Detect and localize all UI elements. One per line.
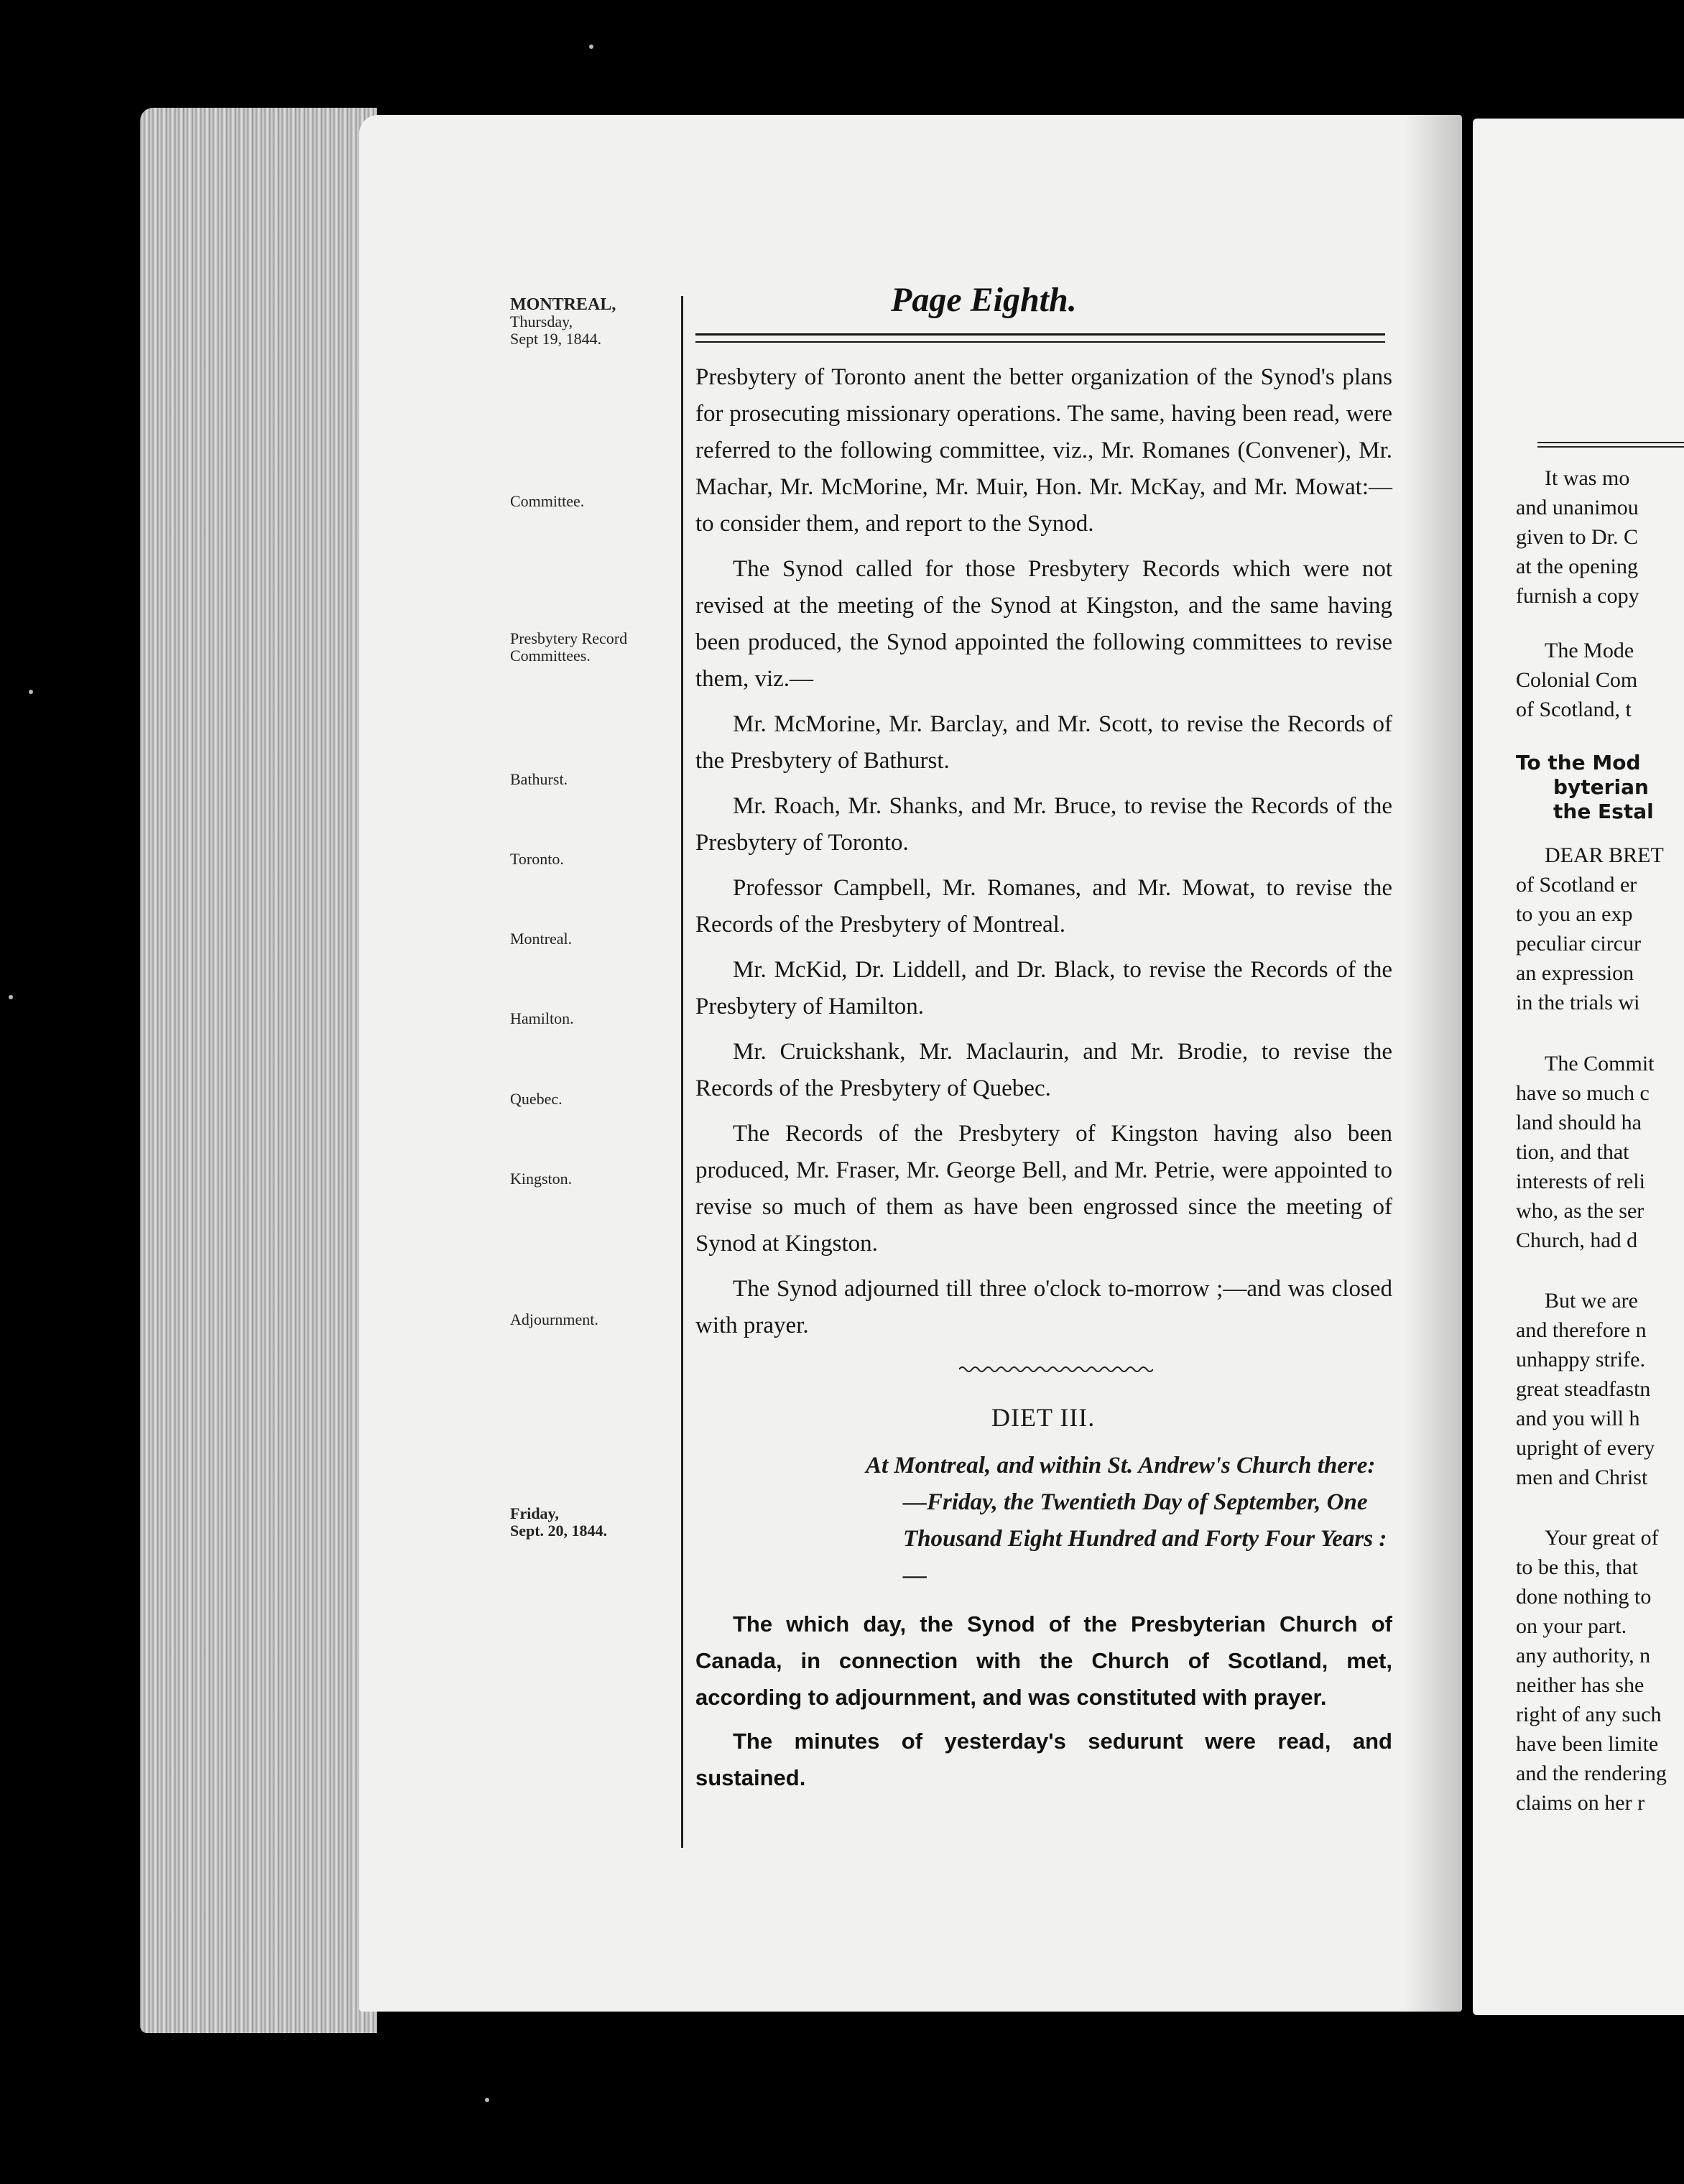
diet-paragraph-1: The which day, the Synod of the Presbyterian Church of Canada, in connection with the Church of Scotland, met, according to adjournment, and was constituted with prayer.: [695, 1611, 1392, 1710]
margin-montreal: [510, 930, 675, 948]
margin-kingston: [510, 1170, 675, 1188]
right-line: done nothing to: [1516, 1585, 1652, 1609]
right-line: men and Christ: [1516, 1466, 1648, 1489]
right-line: tion, and that: [1516, 1140, 1629, 1164]
right-line: of Scotland, t: [1516, 698, 1632, 721]
right-line: furnish a copy: [1516, 584, 1639, 608]
right-line: on your part.: [1516, 1614, 1627, 1638]
right-line: land should ha: [1516, 1111, 1642, 1134]
right-line: and the rendering: [1516, 1762, 1667, 1785]
paragraph-2: The Synod called for those Presbytery Records which were not revised at the meeting of the Synod at Kingston, and the same having been produced, the Synod appointed the following committees to revise them, viz.—: [695, 556, 1392, 692]
right-line: But we are: [1545, 1289, 1638, 1313]
film-speck: [485, 2098, 489, 2102]
margin-quebec: [510, 1091, 675, 1108]
right-line: any authority, n: [1516, 1644, 1651, 1667]
right-line: The Mode: [1545, 639, 1634, 662]
right-line: and therefore n: [1516, 1318, 1647, 1342]
right-page: [1473, 119, 1684, 2015]
right-line: upright of every: [1516, 1436, 1655, 1460]
right-page-rule: [1537, 442, 1684, 448]
right-line: the Estal: [1553, 800, 1654, 823]
film-speck: [9, 995, 13, 999]
film-speck: [29, 690, 33, 694]
margin-dateline-day: Thursday,: [510, 313, 573, 330]
margin-hamilton-label: Hamilton.: [510, 1009, 574, 1027]
wavy-divider: [959, 1365, 1153, 1374]
paragraph-9: The Synod adjourned till three o'clock to-morrow ;—and was closed with prayer.: [695, 1276, 1392, 1338]
diet-paragraph-2: The minutes of yesterday's sedurunt were read, and sustained.: [695, 1729, 1392, 1790]
running-head: Page Eighth.: [891, 281, 1077, 319]
right-line: Colonial Com: [1516, 668, 1638, 692]
gutter-shadow: [1405, 115, 1462, 2012]
margin-dateline: [510, 296, 675, 348]
margin-committee: [510, 493, 675, 510]
paragraph-1: Presbytery of Toronto anent the better organization of the Synod's plans for prosecuting missionary operations. The same, having been read, were referred to the following committee, viz., Mr. Romanes (Convener), Mr. Machar, Mr. McMorine, Mr. Muir, Hon. Mr. McKay, and Mr. Mowat:—to consider them, and report to the Synod.: [695, 364, 1392, 537]
paragraph-3: Mr. McMorine, Mr. Barclay, and Mr. Scott, to revise the Records of the Presbytery of Bathurst.: [695, 711, 1392, 774]
film-speck: [589, 45, 593, 49]
right-line: have so much c: [1516, 1081, 1650, 1105]
right-line: DEAR BRET: [1545, 843, 1664, 867]
right-line: Your great of: [1545, 1526, 1659, 1550]
right-line: have been limite: [1516, 1732, 1659, 1756]
margin-dateline-city: MONTREAL,: [510, 295, 616, 314]
margin-adjournment: [510, 1311, 675, 1328]
right-line: at the opening: [1516, 555, 1638, 578]
right-line: to you an exp: [1516, 902, 1633, 926]
margin-vertical-rule: [681, 296, 683, 1848]
right-line: in the trials wi: [1516, 991, 1640, 1014]
right-line: claims on her r: [1516, 1791, 1645, 1815]
margin-quebec-label: Quebec.: [510, 1090, 563, 1108]
right-heading: [1516, 751, 1684, 824]
right-line: byterian: [1553, 775, 1649, 799]
right-line: It was mo: [1545, 466, 1630, 490]
page-edges: [140, 108, 377, 2033]
margin-committee-label: Committee.: [510, 492, 585, 510]
paragraph-5: Professor Campbell, Mr. Romanes, and Mr. Mowat, to revise the Records of the Presbytery of Montreal.: [695, 875, 1392, 938]
paragraph-6: Mr. McKid, Dr. Liddell, and Dr. Black, to revise the Records of the Presbytery of Hamilton.: [695, 957, 1392, 1019]
right-block-2: [1516, 636, 1684, 724]
right-line: who, as the ser: [1516, 1199, 1644, 1223]
right-line: and you will h: [1516, 1407, 1640, 1430]
right-line: To the Mod: [1516, 751, 1641, 774]
margin-toronto-label: Toronto.: [510, 850, 564, 868]
right-block-4: [1516, 1049, 1684, 1255]
right-line: interests of reli: [1516, 1170, 1645, 1193]
right-line: Church, had d: [1516, 1228, 1638, 1252]
right-block-1: [1516, 463, 1684, 611]
right-line: of Scotland er: [1516, 873, 1637, 897]
margin-toronto: [510, 851, 675, 868]
right-line: unhappy strife.: [1516, 1348, 1645, 1371]
margin-bathurst-label: Bathurst.: [510, 770, 568, 788]
right-line: given to Dr. C: [1516, 525, 1638, 549]
right-line: peculiar circur: [1516, 932, 1642, 956]
margin-presbytery-record-line2: Committees.: [510, 647, 591, 665]
margin-bathurst: [510, 771, 675, 788]
right-line: to be this, that: [1516, 1555, 1638, 1579]
margin-montreal-label: Montreal.: [510, 930, 573, 948]
right-line: an expression: [1516, 961, 1634, 985]
right-line: The Commit: [1545, 1052, 1655, 1075]
right-block-5: [1516, 1286, 1684, 1492]
right-line: neither has she: [1516, 1673, 1644, 1697]
diet-text: [695, 1606, 1392, 1803]
body-text: [695, 359, 1392, 1353]
margin-kingston-label: Kingston.: [510, 1170, 573, 1188]
paragraph-4: Mr. Roach, Mr. Shanks, and Mr. Bruce, to revise the Records of the Presbytery of Toronto.: [695, 793, 1392, 856]
margin-presbytery-record-line1: Presbytery Record: [510, 629, 628, 647]
place-date-block: At Montreal, and within St. Andrew's Church there:—Friday, the Twentieth Day of September, One Thousand Eight Hundred and Forty Four Years :—: [866, 1453, 1387, 1588]
diet-heading: DIET III.: [991, 1403, 1096, 1432]
margin-adjournment-label: Adjournment.: [510, 1310, 598, 1328]
right-block-3: [1516, 841, 1684, 1017]
header-double-rule: [695, 333, 1385, 343]
margin-friday: [510, 1505, 675, 1540]
right-block-6: [1516, 1523, 1684, 1818]
margin-presbytery-record: [510, 630, 675, 665]
margin-friday-day: Friday,: [510, 1504, 559, 1522]
right-line: and unanimou: [1516, 496, 1639, 519]
right-line: great steadfastn: [1516, 1377, 1651, 1401]
margin-friday-date: Sept. 20, 1844.: [510, 1522, 608, 1540]
right-line: right of any such: [1516, 1703, 1662, 1726]
paragraph-7: Mr. Cruickshank, Mr. Maclaurin, and Mr. Brodie, to revise the Records of the Presbytery of Quebec.: [695, 1039, 1392, 1101]
margin-dateline-date: Sept 19, 1844.: [510, 330, 602, 348]
paragraph-8: The Records of the Presbytery of Kingston having also been produced, Mr. Fraser, Mr. George Bell, and Mr. Petrie, were appointed to revise so much of them as have been engrossed since the meeting of Synod at Kingston.: [695, 1121, 1392, 1257]
margin-hamilton: [510, 1010, 675, 1027]
